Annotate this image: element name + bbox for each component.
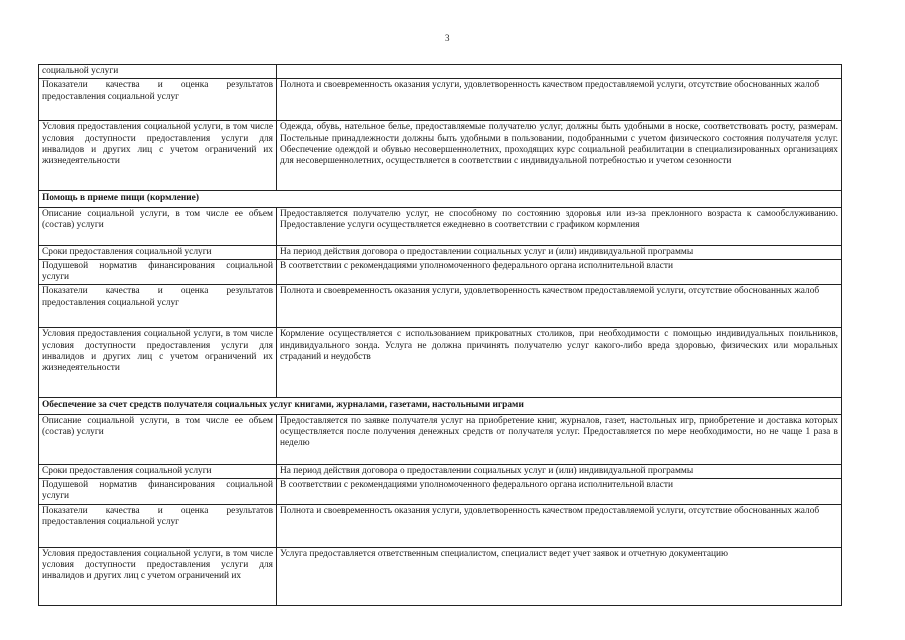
section-header: Помощь в приеме пищи (кормление)	[39, 191, 842, 207]
row-label: Показатели качества и оценка результатов предоставления социальной услуг	[39, 285, 277, 328]
section-header-row	[39, 398, 842, 414]
table-row	[39, 547, 842, 605]
table-row	[39, 121, 842, 191]
row-value: В соответствии с рекомендациями уполномоченного федерального органа исполнительной власти	[277, 478, 842, 504]
section-header-row	[39, 191, 842, 207]
table-row	[39, 245, 842, 259]
table-row	[39, 414, 842, 464]
services-table	[38, 64, 842, 606]
row-label: Условия предоставления социальной услуги, в том числе условия доступности предоставления услуги для инвалидов и других лиц с учетом ограничений их жизнедеятельности	[39, 328, 277, 398]
row-label: Условия предоставления социальной услуги, в том числе условия доступности предоставления услуги для инвалидов и других лиц с учетом ограничений их жизнедеятельности	[39, 121, 277, 191]
row-label: Показатели качества и оценка результатов предоставления социальной услуг	[39, 79, 277, 121]
row-value: В соответствии с рекомендациями уполномоченного федерального органа исполнительной власти	[277, 259, 842, 285]
row-label: Описание социальной услуги, в том числе ее объем (состав) услуги	[39, 414, 277, 464]
table-row	[39, 79, 842, 121]
table-row	[39, 504, 842, 547]
row-value: Одежда, обувь, нательное белье, предоставляемые получателю услуг, должны быть удобными в носке, соответствовать росту, размерам. Постельные принадлежности должны быть удобными в пользовании, подобранными с учетом физического состояния получателя услуг. Обеспечение одеждой и обувью несовершеннолетних, проходящих курс социальной реабилитации в специализированных организациях для несовершеннолетних, осуществляется в соответствии с индивидуальной потребностью и учетом сезонности	[277, 121, 842, 191]
row-value: Полнота и своевременность оказания услуги, удовлетворенность качеством предоставляемой услуги, отсутствие обоснованных жалоб	[277, 285, 842, 328]
table-row	[39, 478, 842, 504]
table-row	[39, 285, 842, 328]
row-value: Полнота и своевременность оказания услуги, удовлетворенность качеством предоставляемой услуги, отсутствие обоснованных жалоб	[277, 79, 842, 121]
table-row	[39, 207, 842, 245]
table-row	[39, 65, 842, 79]
row-value: На период действия договора о предоставлении социальных услуг и (или) индивидуальной программы	[277, 245, 842, 259]
row-value: Кормление осуществляется с использованием прикроватных столиков, при необходимости с помощью индивидуальных поильников, индивидуального зонда. Услуга не должна причинять получателю услуг какого-либо вреда здоровью, физических или моральных страданий и неудобств	[277, 328, 842, 398]
row-label: Условия предоставления социальной услуги, в том числе условия доступности предоставления услуги для инвалидов и других лиц с учетом ограничений их	[39, 547, 277, 605]
row-label: Описание социальной услуги, в том числе ее объем (состав) услуги	[39, 207, 277, 245]
row-value: Услуга предоставляется ответственным специалистом, специалист ведет учет заявок и отчетную документацию	[277, 547, 842, 605]
row-value: На период действия договора о предоставлении социальных услуг и (или) индивидуальной программы	[277, 464, 842, 478]
table-row	[39, 464, 842, 478]
row-label: социальной услуги	[39, 65, 277, 79]
row-label: Сроки предоставления социальной услуги	[39, 245, 277, 259]
row-label: Подушевой норматив финансирования социальной услуги	[39, 259, 277, 285]
row-label: Показатели качества и оценка результатов предоставления социальной услуг	[39, 504, 277, 547]
row-label: Подушевой норматив финансирования социальной услуги	[39, 478, 277, 504]
row-value: Предоставляется получателю услуг, не способному по состоянию здоровья или из-за преклонного возраста к самообслуживанию. Предоставление услуги осуществляется ежедневно в соответствии с графиком кормления	[277, 207, 842, 245]
row-value: Предоставляется по заявке получателя услуг на приобретение книг, журналов, газет, настольных игр, приобретение и доставка которых осуществляется после получения денежных средств от получателя услуг. Предоставляется по мере необходимости, но не чаще 1 раза в неделю	[277, 414, 842, 464]
section-header: Обеспечение за счет средств получателя социальных услуг книгами, журналами, газетами, настольными играми	[39, 398, 842, 414]
table-row	[39, 328, 842, 398]
row-value: Полнота и своевременность оказания услуги, удовлетворенность качеством предоставляемой услуги, отсутствие обоснованных жалоб	[277, 504, 842, 547]
row-label: Сроки предоставления социальной услуги	[39, 464, 277, 478]
page-number: 3	[445, 33, 450, 43]
table-row	[39, 259, 842, 285]
row-value	[277, 65, 842, 79]
